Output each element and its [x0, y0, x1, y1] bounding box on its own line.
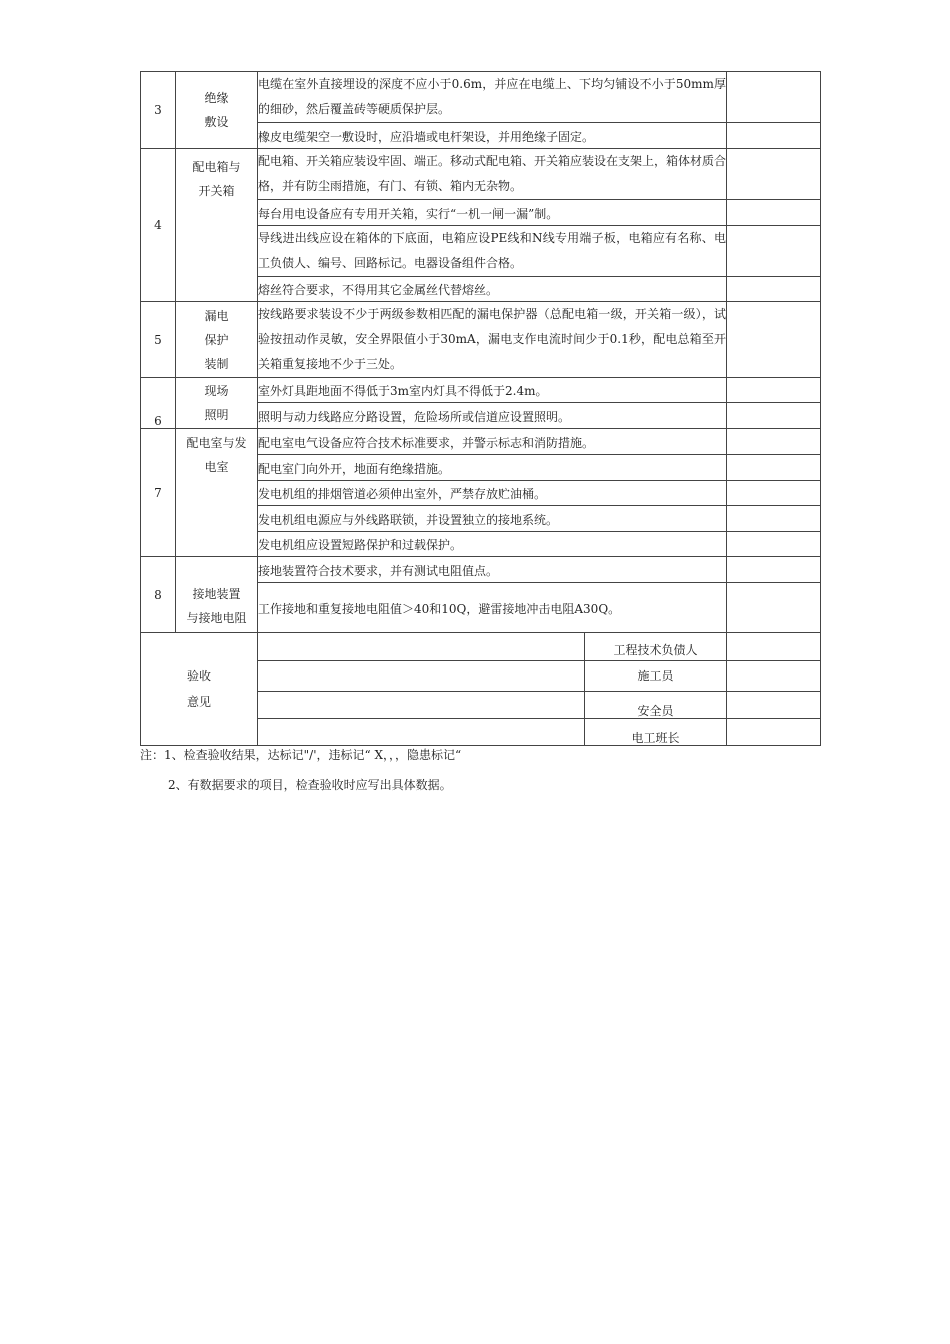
section-item: 漏电 保护 装制 [176, 302, 258, 378]
result-cell[interactable] [727, 403, 821, 429]
section-item: 配电室与发 电室 [176, 429, 258, 557]
result-cell[interactable] [727, 481, 821, 506]
result-cell[interactable] [727, 429, 821, 455]
requirement-text: 导线进出线应设在箱体的下底面，电箱应设PE线和N线专用端子板，电箱应有名称、电工负债人、编号、回路标记。电器设备组件合格。 [258, 226, 727, 277]
table-row [141, 149, 821, 200]
note-line-2: 2、有数据要求的项目，检查验收时应写出具体数据。 [168, 778, 452, 792]
requirement-text: 熔丝符合要求，不得用其它金属丝代替熔丝。 [258, 277, 727, 302]
role-label: 施工员 [637, 669, 674, 683]
result-cell[interactable] [727, 378, 821, 403]
requirement-text: 工作接地和重复接地电阻值＞40和10Q，避雷接地冲击电阻A30Q。 [258, 583, 727, 633]
requirement-text: 发电机组电源应与外线路联锁，并设置独立的接地系统。 [258, 506, 727, 532]
requirement-text: 配电室门向外开，地面有绝缘措施。 [258, 455, 727, 481]
section-number: 7 [141, 429, 176, 557]
section-number: 5 [141, 302, 176, 378]
role-label: 安全员 [637, 704, 674, 718]
acceptance-opinion-field[interactable] [258, 661, 585, 691]
result-cell[interactable] [727, 532, 821, 557]
result-cell[interactable] [727, 123, 821, 149]
section-item: 接地装置 与接地电阻 [176, 557, 258, 633]
requirement-text: 配电室电气设备应符合技术标准要求，并警示标志和消防措施。 [258, 429, 727, 455]
signature-cell[interactable] [727, 633, 821, 661]
requirement-text: 发电机组应设置短路保护和过载保护。 [258, 532, 727, 557]
table-row [141, 429, 821, 455]
signature-cell[interactable] [727, 661, 821, 692]
result-cell[interactable] [727, 200, 821, 226]
acceptance-opinion-field[interactable] [258, 692, 585, 718]
acceptance-inner [258, 661, 727, 692]
acceptance-label: 验收 意见 [141, 633, 258, 746]
result-cell[interactable] [727, 455, 821, 481]
result-cell[interactable] [727, 583, 821, 633]
requirement-text: 照明与动力线路应分路设置，危险场所或信道应设置照明。 [258, 403, 727, 429]
result-cell[interactable] [727, 302, 821, 378]
result-cell[interactable] [727, 226, 821, 277]
table-row [141, 378, 821, 403]
acceptance-opinion-field[interactable] [258, 633, 585, 660]
requirement-text: 配电箱、开关箱应装设牢固、端正。移动式配电箱、开关箱应装设在支架上，箱体材质合格，并有防尘雨措施，有门、有锁、箱内无杂物。 [258, 149, 727, 200]
footnotes [140, 740, 820, 800]
acceptance-inner [258, 692, 727, 719]
table-row [141, 302, 821, 378]
requirement-text: 接地装置符合技术要求，并有测试电阻值点。 [258, 557, 727, 583]
table-row [141, 557, 821, 583]
result-cell[interactable] [727, 72, 821, 123]
table-row [141, 633, 821, 661]
section-number: 6 [141, 378, 176, 429]
inspection-sheet [140, 71, 820, 746]
result-cell[interactable] [727, 277, 821, 302]
section-number: 8 [141, 557, 176, 633]
role-label: 电工班长 [631, 731, 680, 745]
result-cell[interactable] [727, 557, 821, 583]
requirement-text: 橡皮电缆架空一敷设时，应沿墙或电杆架设，并用绝缘子固定。 [258, 123, 727, 149]
section-item: 配电箱与 开关箱 [176, 149, 258, 302]
note-line-1: 注：1、检查验收结果，达标记"/'，违标记“ X，，，隐患标记“ [140, 748, 462, 762]
table-row [141, 72, 821, 123]
section-item: 现场 照明 [176, 378, 258, 429]
role-label: 工程技术负债人 [613, 643, 698, 657]
section-number: 3 [141, 72, 176, 149]
requirement-text: 按线路要求装设不少于两级参数相匹配的漏电保护器（总配电箱一级，开关箱一级），试验按扭动作灵敏，安全界限值小于30mA，漏电支作电流时间少于0.1秒，配电总箱至开关箱重复接地不少于三处。 [258, 302, 727, 378]
section-item: 绝缘 敷设 [176, 72, 258, 149]
requirement-text: 每台用电设备应有专用开关箱，实行“一机一闸一漏”制。 [258, 200, 727, 226]
inspection-table [140, 71, 821, 746]
requirement-text: 电缆在室外直接埋设的深度不应小于0.6m，并应在电缆上、下均匀铺设不小于50mm厚的细砂，然后覆盖砖等硬质保护层。 [258, 72, 727, 123]
acceptance-inner [258, 633, 727, 661]
result-cell[interactable] [727, 149, 821, 200]
signature-cell[interactable] [727, 692, 821, 719]
requirement-text: 室外灯具距地面不得低于3m室内灯具不得低于2.4m。 [258, 378, 727, 403]
result-cell[interactable] [727, 506, 821, 532]
section-number: 4 [141, 149, 176, 302]
requirement-text: 发电机组的排烟管道必须伸出室外，严禁存放贮油桶。 [258, 481, 727, 506]
